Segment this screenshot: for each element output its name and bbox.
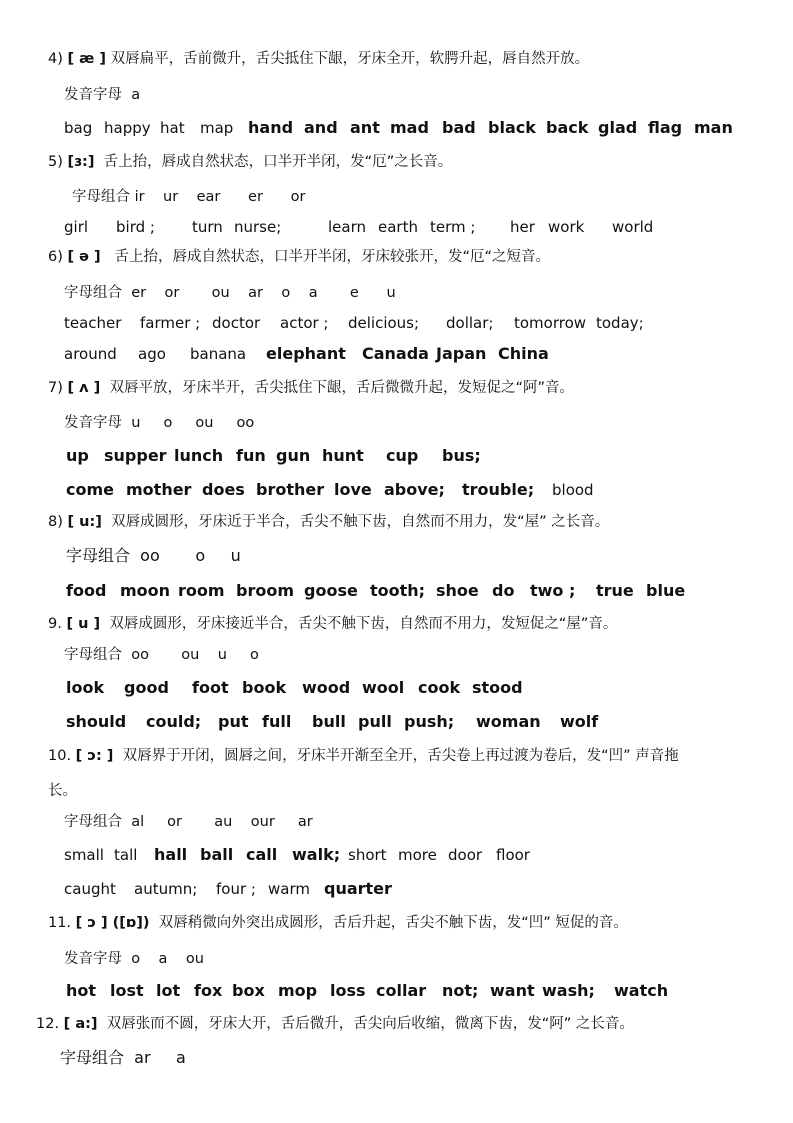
word: box bbox=[232, 981, 265, 1000]
word: good bbox=[124, 678, 169, 697]
section-6-words-row2 bbox=[64, 346, 549, 362]
word: elephant bbox=[266, 344, 346, 363]
section-10-heading: 10. [ ɔ: ] 双唇界于开闭，圆唇之间，牙床半开渐至全开，舌尖卷上再过渡为卷后，发“凹” 声音拖 bbox=[48, 748, 679, 764]
word: caught bbox=[64, 880, 116, 898]
word: wood bbox=[302, 678, 351, 697]
ipa-symbol: [ ɔ ] bbox=[75, 915, 108, 931]
word: China bbox=[498, 344, 549, 363]
word: look bbox=[66, 678, 105, 697]
word: true bbox=[596, 581, 634, 600]
word: trouble; bbox=[462, 480, 535, 499]
section-5-heading: 5) [ɜ:] 舌上抬，唇成自然状态，口半开半闭，发“厄”之长音。 bbox=[48, 154, 453, 170]
section-9-words-row1 bbox=[66, 680, 523, 696]
word: teacher bbox=[64, 314, 122, 332]
word: mad bbox=[390, 118, 429, 137]
word: room bbox=[178, 581, 225, 600]
word: her bbox=[510, 218, 535, 236]
section-7-words-row2 bbox=[66, 482, 594, 498]
word: ago bbox=[138, 345, 166, 363]
word: foot bbox=[192, 678, 229, 697]
section-4-heading: 4) [ æ ] 双唇扁平，舌前微升，舌尖抵住下龈，牙床全开，软腭升起，唇自然开放。 bbox=[48, 51, 590, 67]
section-11-heading: 11. [ ɔ ] ([ɒ]) 双唇稍微向外突出成圆形，舌后升起，舌尖不触下齿，发“凹” 短促的音。 bbox=[48, 915, 628, 931]
word: food bbox=[66, 581, 107, 600]
section-12-heading: 12. [ a:] 双唇张而不圆，牙床大开，舌后微升，舌尖向后收缩，微离下齿，发“阿” 之长音。 bbox=[36, 1016, 634, 1032]
word: autumn; bbox=[134, 880, 198, 898]
word: tooth; bbox=[370, 581, 426, 600]
word: bag bbox=[64, 119, 93, 137]
word: fox bbox=[194, 981, 223, 1000]
word: put bbox=[218, 712, 249, 731]
word: wolf bbox=[560, 712, 599, 731]
section-8-words bbox=[66, 583, 685, 599]
word: wash; bbox=[542, 981, 595, 1000]
word: warm bbox=[268, 880, 310, 898]
word: cook bbox=[418, 678, 461, 697]
section-5-letters: 字母组合 ir ur ear er or bbox=[72, 189, 306, 205]
section-6-heading: 6) [ ə ] 舌上抬，唇成自然状态，口半开半闭，牙床较张开，发“厄“之短音。 bbox=[48, 249, 551, 265]
word: push; bbox=[404, 712, 455, 731]
word: broom bbox=[236, 581, 294, 600]
section-11-words bbox=[66, 983, 668, 999]
word: wool bbox=[362, 678, 405, 697]
section-8-letters: 字母组合 oo o u bbox=[66, 546, 241, 565]
word: happy bbox=[104, 119, 151, 137]
word: moon bbox=[120, 581, 171, 600]
ipa-symbol: [ ə ] bbox=[67, 249, 101, 265]
ipa-symbol: [ ʌ ] bbox=[67, 380, 101, 396]
word: ball bbox=[200, 845, 234, 864]
section-7-letters: 发音字母 u o ou oo bbox=[64, 415, 255, 431]
word: earth bbox=[378, 218, 418, 236]
word: could; bbox=[146, 712, 202, 731]
word: tall bbox=[114, 846, 138, 864]
word: two ; bbox=[530, 581, 576, 600]
word: supper bbox=[104, 446, 167, 465]
word: bad bbox=[442, 118, 476, 137]
section-6-letters: 字母组合 er or ou ar o a e u bbox=[64, 285, 396, 301]
section-6-words-row1 bbox=[64, 316, 644, 331]
word: brother bbox=[256, 480, 325, 499]
section-9-letters: 字母组合 oo ou u o bbox=[64, 647, 259, 663]
word: man bbox=[694, 118, 733, 137]
word: lot bbox=[156, 981, 181, 1000]
word: blood bbox=[552, 481, 594, 499]
word: glad bbox=[598, 118, 638, 137]
ipa-symbol: [ɜ:] bbox=[67, 154, 95, 170]
section-9-words-row2 bbox=[66, 714, 598, 730]
section-10-words-row1 bbox=[64, 847, 530, 863]
word: goose bbox=[304, 581, 358, 600]
word: doctor bbox=[212, 314, 261, 332]
ipa-symbol: [ ɔ: ] bbox=[75, 748, 114, 764]
word: Japan bbox=[436, 344, 487, 363]
word: hall bbox=[154, 845, 188, 864]
word: collar bbox=[376, 981, 427, 1000]
word: hunt bbox=[322, 446, 364, 465]
ipa-symbol: [ a:] bbox=[63, 1016, 98, 1032]
word: lunch bbox=[174, 446, 224, 465]
ipa-symbol: [ u ] bbox=[66, 616, 101, 632]
word: gun bbox=[276, 446, 311, 465]
word: lost bbox=[110, 981, 144, 1000]
section-4-words bbox=[64, 120, 733, 136]
word: hat bbox=[160, 119, 185, 137]
section-5-words bbox=[64, 220, 653, 235]
word: turn bbox=[192, 218, 223, 236]
word: blue bbox=[646, 581, 686, 600]
word: above; bbox=[384, 480, 445, 499]
section-11-letters: 发音字母 o a ou bbox=[64, 951, 204, 967]
word: more bbox=[398, 846, 437, 864]
word: watch bbox=[614, 981, 669, 1000]
word: mother bbox=[126, 480, 192, 499]
section-7-heading: 7) [ ʌ ] 双唇平放，牙床半开，舌尖抵住下龈，舌后微微升起，发短促之“阿”音。 bbox=[48, 380, 575, 396]
word: back bbox=[546, 118, 589, 137]
word: nurse; bbox=[234, 218, 282, 236]
word: farmer ; bbox=[140, 314, 201, 332]
word: banana bbox=[190, 345, 247, 363]
word: small bbox=[64, 846, 104, 864]
word: today; bbox=[596, 314, 644, 332]
word: walk; bbox=[292, 845, 341, 864]
word: want bbox=[490, 981, 535, 1000]
word: door bbox=[448, 846, 483, 864]
word: hot bbox=[66, 981, 97, 1000]
word: girl bbox=[64, 218, 89, 236]
word: cup bbox=[386, 446, 419, 465]
word: term ; bbox=[430, 218, 476, 236]
word: four ; bbox=[216, 880, 256, 898]
word: fun bbox=[236, 446, 266, 465]
word: do bbox=[492, 581, 515, 600]
word: mop bbox=[278, 981, 318, 1000]
word: bull bbox=[312, 712, 346, 731]
section-10-heading-cont: 长。 bbox=[48, 783, 77, 799]
word: up bbox=[66, 446, 89, 465]
word: stood bbox=[472, 678, 523, 697]
ipa-symbol: [ æ ] bbox=[67, 51, 107, 67]
word: world bbox=[612, 218, 654, 236]
section-8-heading: 8) [ u:] 双唇成圆形，牙床近于半合，舌尖不触下齿，自然而不用力，发“屋” 之长音。 bbox=[48, 514, 610, 530]
word: love bbox=[334, 480, 372, 499]
word: Canada bbox=[362, 344, 429, 363]
word: tomorrow bbox=[514, 314, 587, 332]
word: pull bbox=[358, 712, 392, 731]
word: should bbox=[66, 712, 127, 731]
word: quarter bbox=[324, 879, 392, 898]
word: hand bbox=[248, 118, 294, 137]
word: black bbox=[488, 118, 536, 137]
word: bird ; bbox=[116, 218, 155, 236]
word: ant bbox=[350, 118, 380, 137]
word: come bbox=[66, 480, 114, 499]
word: book bbox=[242, 678, 287, 697]
word: and bbox=[304, 118, 338, 137]
section-7-words-row1 bbox=[66, 448, 481, 464]
word: woman bbox=[476, 712, 541, 731]
word: loss bbox=[330, 981, 366, 1000]
word: learn bbox=[328, 218, 366, 236]
ipa-symbol: [ u:] bbox=[67, 514, 102, 530]
section-9-heading: 9. [ u ] 双唇成圆形，牙床接近半合，舌尖不触下齿，自然而不用力，发短促之“屋”音。 bbox=[48, 616, 618, 632]
section-12-letters: 字母组合 ar a bbox=[60, 1048, 186, 1067]
word: bus; bbox=[442, 446, 481, 465]
ipa-symbol-alt: ([ɒ]) bbox=[107, 915, 150, 931]
word: floor bbox=[496, 846, 530, 864]
word: short bbox=[348, 846, 387, 864]
word: map bbox=[200, 119, 234, 137]
word: call bbox=[246, 845, 278, 864]
word: work bbox=[548, 218, 585, 236]
word: does bbox=[202, 480, 245, 499]
word: full bbox=[262, 712, 292, 731]
word: delicious; bbox=[348, 314, 420, 332]
word: dollar; bbox=[446, 314, 494, 332]
section-10-letters: 字母组合 al or au our ar bbox=[64, 814, 313, 830]
section-4-letters: 发音字母 a bbox=[64, 87, 141, 103]
word: around bbox=[64, 345, 117, 363]
word: not; bbox=[442, 981, 479, 1000]
word: flag bbox=[648, 118, 683, 137]
word: actor ; bbox=[280, 314, 329, 332]
section-10-words-row2 bbox=[64, 881, 392, 897]
word: shoe bbox=[436, 581, 479, 600]
